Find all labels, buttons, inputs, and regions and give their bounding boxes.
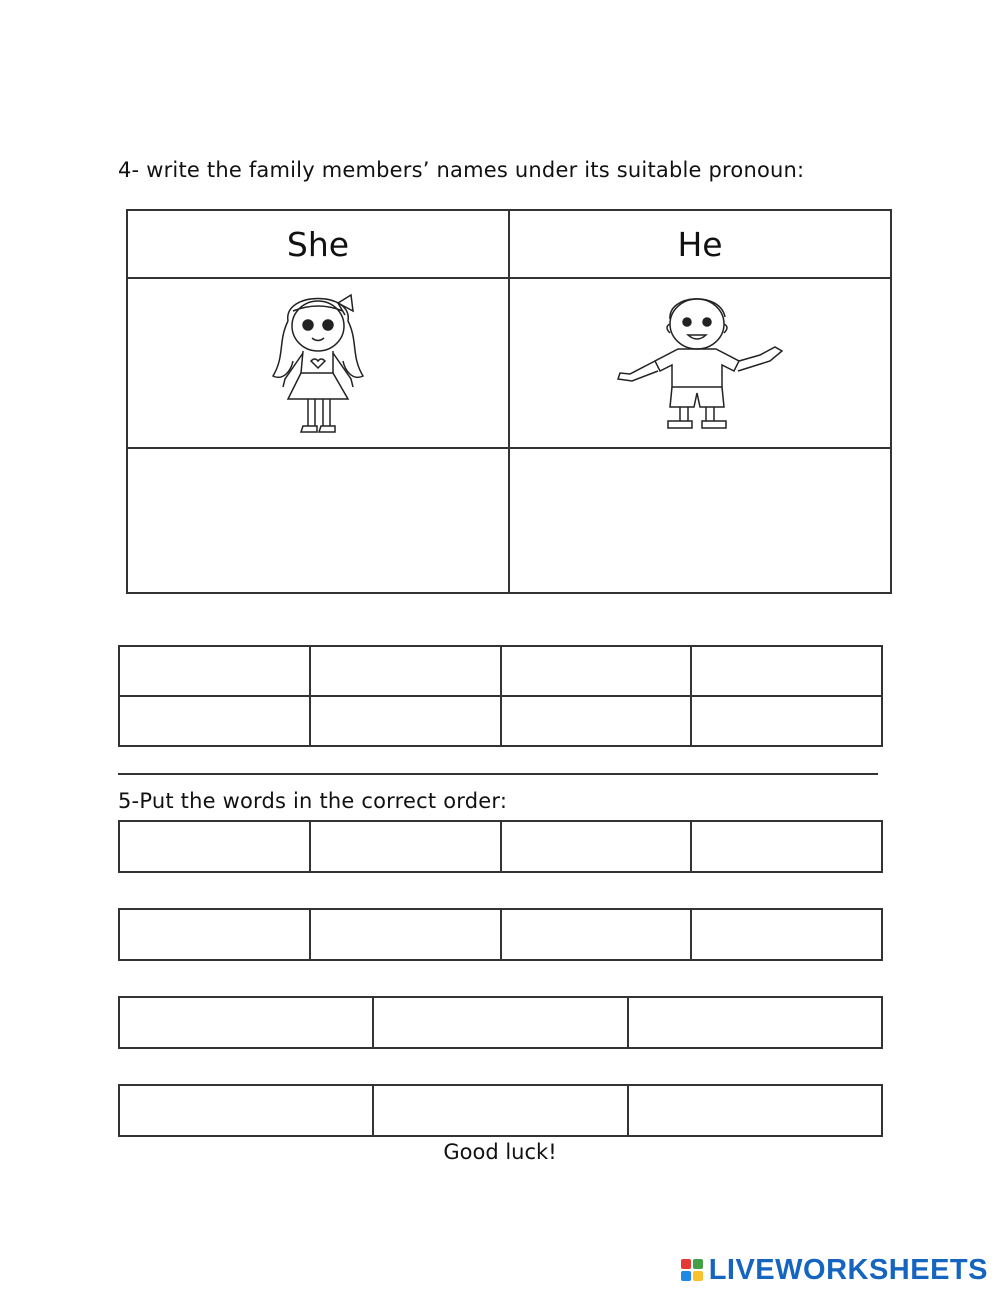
boy-illustration [610,289,790,434]
grid-cell[interactable] [501,646,692,696]
word-slot[interactable] [119,909,310,960]
word-slot[interactable] [501,821,692,872]
names-word-bank-grid [118,645,883,747]
word-slot[interactable] [628,997,882,1048]
girl-image-cell [127,278,509,448]
grid-cell[interactable] [310,646,501,696]
word-slot[interactable] [628,1085,882,1136]
word-slot[interactable] [310,821,501,872]
grid-cell[interactable] [310,696,501,746]
word-slot[interactable] [691,909,882,960]
sentence-row-4 [118,1084,883,1137]
word-slot[interactable] [373,1085,627,1136]
word-slot[interactable] [119,1085,373,1136]
grid-cell[interactable] [119,646,310,696]
sentence-row-2 [118,908,883,961]
she-header: She [127,210,509,278]
word-slot[interactable] [501,909,692,960]
she-answer-cell[interactable] [127,448,509,593]
question-5-title: 5-Put the words in the correct order: [118,789,508,813]
word-slot[interactable] [691,821,882,872]
grid-cell[interactable] [691,696,882,746]
pronoun-table [126,209,892,594]
he-header: He [509,210,891,278]
girl-illustration [233,281,403,441]
word-slot[interactable] [119,997,373,1048]
divider-line [118,773,878,775]
sentence-row-1 [118,820,883,873]
sentence-row-3 [118,996,883,1049]
word-slot[interactable] [119,821,310,872]
liveworksheets-logo-icon [681,1259,703,1281]
word-slot[interactable] [310,909,501,960]
grid-cell[interactable] [501,696,692,746]
word-slot[interactable] [373,997,627,1048]
grid-cell[interactable] [691,646,882,696]
question-4-title: 4- write the family members’ names under its suitable pronoun: [118,158,805,182]
liveworksheets-brand [681,1252,988,1288]
good-luck-text: Good luck! [443,1140,557,1164]
grid-cell[interactable] [119,696,310,746]
he-answer-cell[interactable] [509,448,891,593]
boy-image-cell [509,278,891,448]
brand-name: LIVEWORKSHEETS [708,1253,988,1286]
